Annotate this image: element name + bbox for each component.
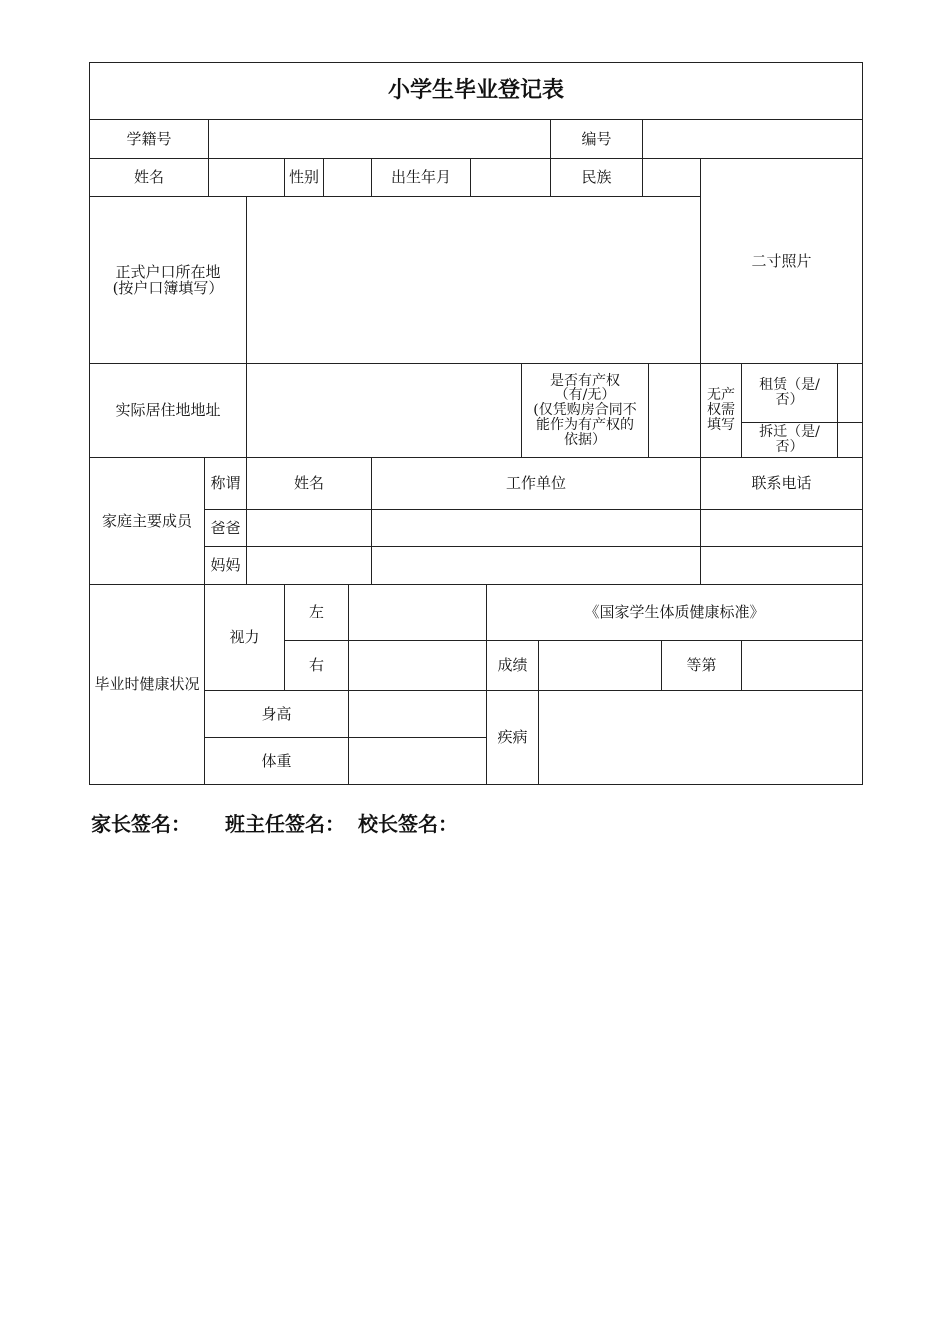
student-id-label: 学籍号: [89, 119, 209, 159]
serial-no-label: 编号: [550, 119, 643, 159]
student-id-field[interactable]: [208, 119, 551, 159]
photo-box[interactable]: [700, 158, 863, 364]
score-field[interactable]: [538, 640, 662, 691]
gender-field[interactable]: [323, 158, 372, 197]
hukou-field[interactable]: [246, 196, 701, 364]
father-name-field[interactable]: [246, 509, 372, 547]
vision-label: 视力: [204, 584, 285, 691]
family-label: 家庭主要成员: [89, 457, 205, 585]
vision-right-label: 右: [284, 640, 349, 691]
phone-header: 联系电话: [700, 457, 863, 510]
mother-label: 妈妈: [204, 546, 247, 585]
serial-no-field[interactable]: [642, 119, 863, 159]
grade-field[interactable]: [741, 640, 863, 691]
gender-label: 性别: [284, 158, 324, 197]
rent-field[interactable]: [837, 363, 863, 423]
property-question-label: 是否有产权 （有/无） (仅凭购房合同不 能作为有产权的 依据）: [521, 363, 649, 458]
ethnicity-field[interactable]: [642, 158, 701, 197]
vision-left-label: 左: [284, 584, 349, 641]
relation-header: 称谓: [204, 457, 247, 510]
disease-label: 疾病: [486, 690, 539, 785]
residence-field[interactable]: [246, 363, 522, 458]
rent-label: 租赁（是/ 否）: [741, 363, 838, 423]
no-property-label: 无产 权需 填写: [700, 363, 742, 458]
health-label: 毕业时健康状况: [89, 584, 205, 785]
vision-right-field[interactable]: [348, 640, 487, 691]
father-phone-field[interactable]: [700, 509, 863, 547]
ethnicity-label: 民族: [550, 158, 643, 197]
family-name-header: 姓名: [246, 457, 372, 510]
weight-label: 体重: [204, 737, 349, 785]
weight-field[interactable]: [348, 737, 487, 785]
photo-label: 二寸照片: [751, 251, 812, 270]
mother-name-field[interactable]: [246, 546, 372, 585]
name-field[interactable]: [208, 158, 285, 197]
form-title: 小学生毕业登记表: [89, 62, 863, 120]
birth-field[interactable]: [470, 158, 551, 197]
score-label: 成绩: [486, 640, 539, 691]
height-label: 身高: [204, 690, 349, 738]
grade-label: 等第: [661, 640, 742, 691]
residence-label: 实际居住地地址: [89, 363, 247, 458]
hukou-label: 正式户口所在地 (按户口簿填写）: [89, 196, 247, 364]
teacher-signature-label: 班主任签名：: [225, 812, 345, 836]
standard-label: 《国家学生体质健康标准》: [486, 584, 863, 641]
father-label: 爸爸: [204, 509, 247, 547]
name-label: 姓名: [89, 158, 209, 197]
mother-work-field[interactable]: [371, 546, 701, 585]
principal-signature-label: 校长签名：: [358, 812, 458, 836]
father-work-field[interactable]: [371, 509, 701, 547]
mother-phone-field[interactable]: [700, 546, 863, 585]
disease-field[interactable]: [538, 690, 863, 785]
property-field[interactable]: [648, 363, 701, 458]
parent-signature-label: 家长签名：: [91, 812, 191, 836]
height-field[interactable]: [348, 690, 487, 738]
relocate-field[interactable]: [837, 422, 863, 458]
vision-left-field[interactable]: [348, 584, 487, 641]
birth-label: 出生年月: [371, 158, 471, 197]
relocate-label: 拆迁（是/ 否）: [741, 422, 838, 458]
work-unit-header: 工作单位: [371, 457, 701, 510]
